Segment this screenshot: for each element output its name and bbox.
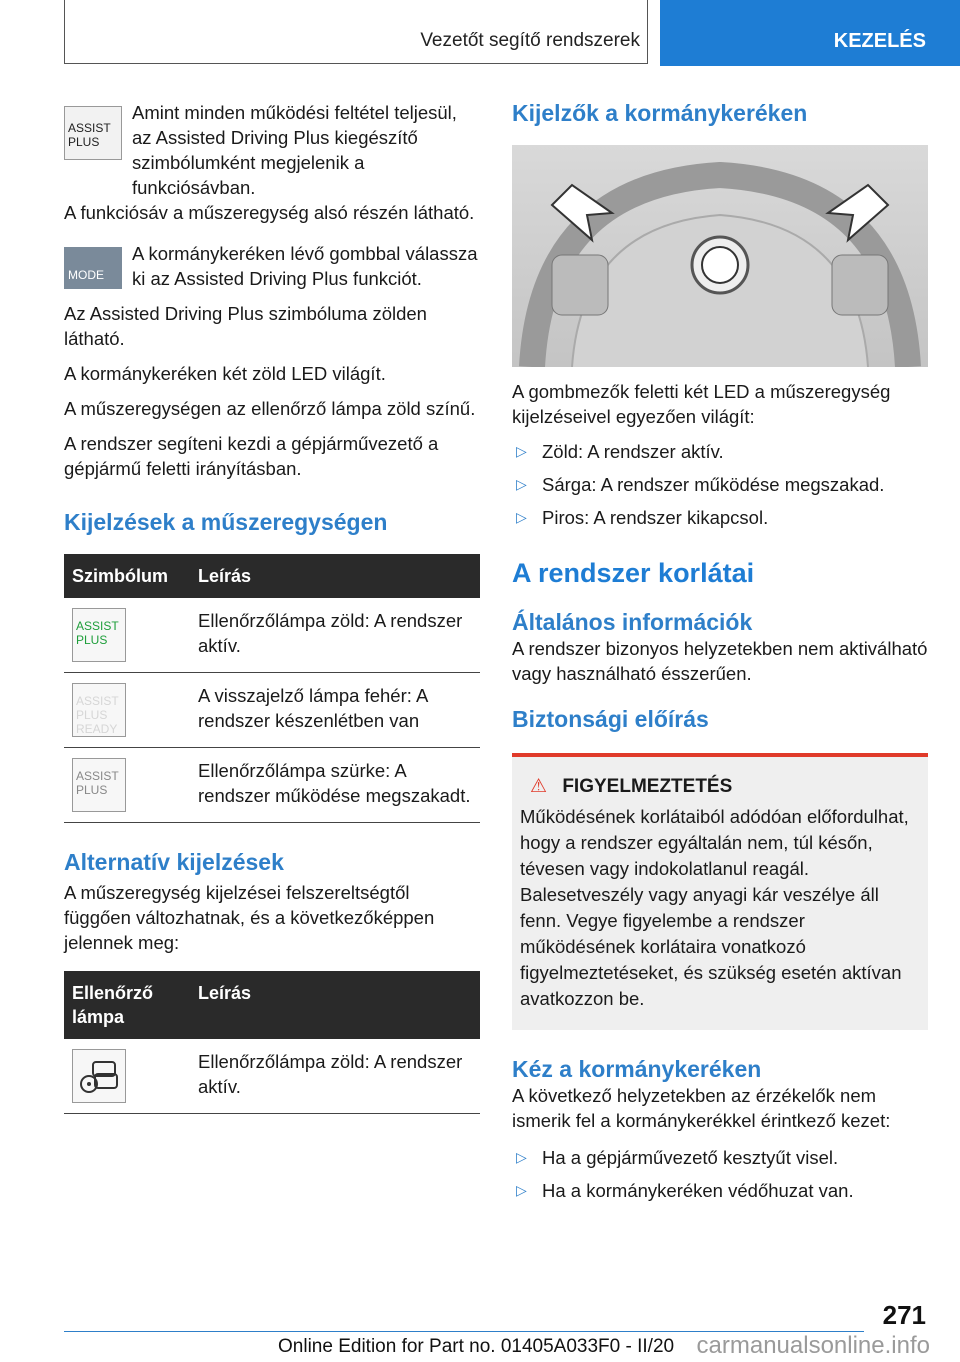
- hand-list: [512, 1145, 928, 1203]
- table-row: [64, 673, 480, 748]
- table-cell: Ellenőrzőlámpa zöld: A rendszer aktív.: [190, 1039, 480, 1114]
- mode-text: A kormánykeréken lévő gombbal válassza ki az Assisted Driving Plus funkciót.: [132, 243, 478, 289]
- chapter-tab-label: KEZELÉS: [833, 30, 926, 52]
- chapter-tab[interactable]: [660, 0, 960, 66]
- triangle-bullet-icon: ▷: [516, 476, 527, 492]
- triangle-bullet-icon: ▷: [516, 1182, 527, 1198]
- list-item: ▷ Ha a gépjárművezető kesztyűt visel.: [516, 1147, 839, 1168]
- table-header-row: [64, 971, 480, 1039]
- warning-title-row: [520, 775, 920, 798]
- paragraph: A gombmezők feletti két LED a műszeregység kijelzéseivel egyezően világít:: [512, 381, 891, 427]
- list-item: ▷ Piros: A rendszer kikapcsol.: [516, 507, 769, 528]
- assist-plus-intro: [64, 100, 480, 200]
- section-heading: Általános információk: [512, 609, 753, 635]
- assist-plus-icon: ASSIST PLUS: [64, 106, 122, 160]
- warning-text: Működésének korlátaiból adódóan előfordulhat, hogy a rendszer egyáltalán nem, túl későn, tévesen vagy indokolatlanul reagál. Balesetveszély vagy anyagi kár veszélye áll fenn. Vegye figyelembe a rendszer működésének korlátaira vonatkozó figyelmeztetéseket, és szükség esetén aktívan avatkozzon be.: [520, 806, 909, 1009]
- chapter-heading: A rendszer korlátai: [512, 558, 755, 588]
- section-heading: Kijelzések a műszeregységen: [64, 509, 388, 535]
- table-row: [64, 748, 480, 823]
- paragraph: A rendszer segíteni kezdi a gépjárművezető a gépjármű feletti irányításban.: [64, 433, 439, 479]
- table-header: Ellenőrző lámpa: [64, 971, 190, 1039]
- right-column: [512, 100, 928, 1211]
- mode-icon: MODE: [64, 247, 122, 289]
- table-cell: A visszajelző lámpa fehér: A rendszer készenlétben van: [190, 673, 480, 748]
- table-cell: Ellenőrzőlámpa zöld: A rendszer aktív.: [190, 598, 480, 673]
- table-cell: Ellenőrzőlámpa szürke: A rendszer működése megszakadt.: [190, 748, 480, 823]
- triangle-bullet-icon: ▷: [516, 509, 527, 525]
- paragraph: A következő helyzetekben az érzékelők nem ismerik fel a kormánykerékkel érintkező kezet:: [512, 1085, 891, 1131]
- table-header: Leírás: [190, 554, 480, 598]
- table-header: Szimbólum: [64, 554, 190, 598]
- warning-triangle-icon: ⚠: [530, 776, 548, 797]
- watermark: carmanualsonline.info: [696, 1332, 930, 1359]
- table-row: [64, 598, 480, 673]
- page-number: 271: [882, 1300, 926, 1330]
- page-footer: [0, 1290, 960, 1362]
- warning-title: FIGYELMEZTETÉS: [562, 776, 733, 797]
- list-item: ▷ Ha a kormánykeréken védőhuzat van.: [516, 1180, 854, 1201]
- assist-plus-green-icon: ASSIST PLUS: [72, 608, 126, 662]
- section-heading: Kéz a kormánykeréken: [512, 1056, 762, 1082]
- table-row: [64, 1039, 480, 1114]
- assist-plus-grey-icon: ASSIST PLUS: [72, 758, 126, 812]
- mode-intro: [64, 241, 480, 291]
- intro-text: Amint minden működési feltétel teljesül, az Assisted Driving Plus kiegészítő szimbólumként megjelenik a funkciósávban.: [132, 102, 457, 198]
- paragraph: A kormánykeréken két zöld LED világít.: [64, 363, 386, 384]
- paragraph: A rendszer bizonyos helyzetekben nem aktiválható vagy használható ésszerűen.: [512, 638, 928, 684]
- section-heading: Kijelzők a kormánykeréken: [512, 100, 808, 126]
- led-list: [512, 439, 928, 530]
- triangle-bullet-icon: ▷: [516, 1149, 527, 1165]
- assist-plus-ready-icon: ASSIST PLUS READY: [72, 683, 126, 737]
- paragraph: A műszeregység kijelzései felszereltségtől függően változhatnak, és a következőképpen jelennek meg:: [64, 882, 435, 953]
- paragraph: A műszeregységen az ellenőrző lámpa zöld színű.: [64, 398, 476, 419]
- paragraph: Az Assisted Driving Plus szimbóluma zölden látható.: [64, 303, 427, 349]
- edition-text: Online Edition for Part no. 01405A033F0 - II/20: [278, 1336, 675, 1357]
- table-header-row: [64, 554, 480, 598]
- left-column: [64, 100, 480, 1114]
- section-title: Vezetőt segítő rendszerek: [420, 30, 640, 51]
- car-steering-icon: [72, 1049, 126, 1103]
- triangle-bullet-icon: ▷: [516, 443, 527, 459]
- symbol-table: [64, 554, 480, 823]
- warning-box: [512, 753, 928, 1030]
- alt-indicator-table: [64, 971, 480, 1114]
- steering-wheel-image: [512, 145, 928, 367]
- page-header: [0, 0, 960, 66]
- list-item: ▷ Sárga: A rendszer működése megszakad.: [516, 474, 885, 495]
- section-heading: Biztonsági előírás: [512, 706, 709, 732]
- intro-text-2: A funkciósáv a műszeregység alsó részén látható.: [64, 202, 475, 223]
- list-item: ▷ Zöld: A rendszer aktív.: [516, 441, 724, 462]
- table-header: Leírás: [190, 971, 480, 1039]
- section-heading: Alternatív kijelzések: [64, 849, 284, 875]
